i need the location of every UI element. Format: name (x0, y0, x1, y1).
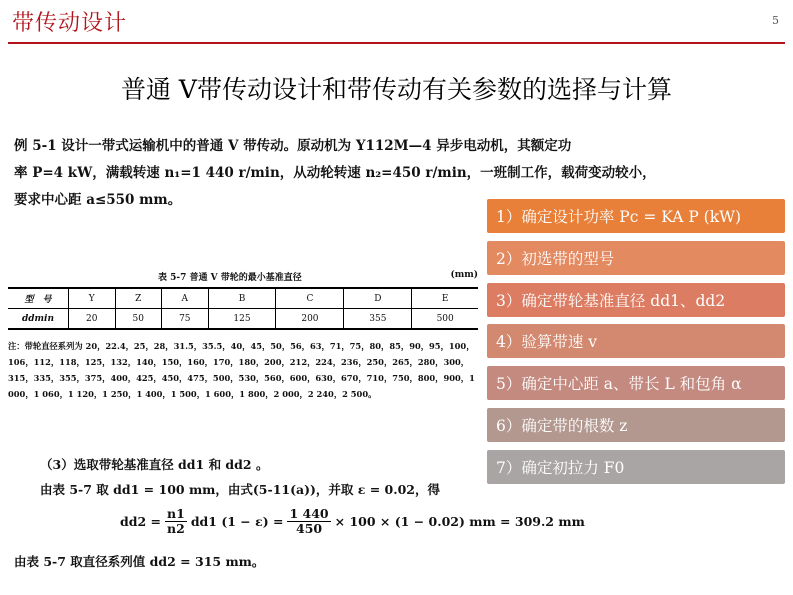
table-cell: 355 (344, 309, 412, 330)
table-cell: 50 (115, 309, 162, 330)
design-step-2: 2）初选带的型号 (487, 241, 785, 275)
header-title: 带传动设计 (12, 11, 128, 36)
table-title: 表 5-7 普通 V 带轮的最小基准直径 (158, 273, 302, 283)
design-step-5: 5）确定中心距 a、带长 L 和包角 α (487, 366, 785, 400)
design-step-7: 7）确定初拉力 F0 (487, 450, 785, 484)
table-unit: (mm) (450, 270, 478, 280)
diameter-formula (120, 507, 585, 536)
table-cell: 500 (412, 309, 478, 330)
fraction-numerator: n1 (167, 506, 185, 521)
table-cell: 125 (208, 309, 276, 330)
table-note: 注：带轮直径系列为 20，22.4，25，28，31.5，35.5，40，45，50，56，63，71，75，80，85，90，95，100，106，112，118，125，132，140，150，160，170，180，200，212，224，236，250，265，280，300，315，335，355，375，400，425，450，475，500，530，560，600，630，670，710，750，800，900，1 000，1 060，1 120，1 250，1 400，1 500，1 600，1 800，2 000，2 240，2 500。 (8, 341, 475, 399)
table-row (8, 288, 478, 309)
design-step-4: 4）验算带速 v (487, 324, 785, 358)
step3-line: 由表 5-7 取 dd1 = 100 mm，由式(5-11(a))，并取 ε = 0.02，得 (40, 482, 441, 497)
main-title: 普通 V带传动设计和带传动有关参数的选择与计算 (120, 75, 672, 104)
table-cell: C (276, 288, 344, 309)
formula-rhs: × 100 × (1 − 0.02) mm = 309.2 mm (334, 514, 585, 529)
design-steps-list (487, 199, 785, 492)
table-cell: E (412, 288, 478, 309)
table-header-cell: 型 号 (8, 288, 69, 309)
design-step-1: 1）确定设计功率 Pc = KA P (kW) (487, 199, 785, 233)
header-divider (8, 42, 785, 44)
table-cell: 75 (162, 309, 209, 330)
numeric-fraction (287, 507, 330, 536)
min-diameter-table (8, 287, 478, 330)
step3-title: （3）选取带轮基准直径 dd1 和 dd2 。 (40, 457, 269, 472)
final-result: 由表 5-7 取直径系列值 dd2 = 315 mm。 (14, 554, 265, 569)
page-number: 5 (772, 14, 779, 27)
table-row (8, 309, 478, 330)
table-cell: Z (115, 288, 162, 309)
speed-ratio-fraction (165, 507, 187, 536)
table-cell: 200 (276, 309, 344, 330)
example-line-2: 率 P=4 kW，满载转速 n₁=1 440 r/min，从动轮转速 n₂=450 r/min，一班制工作，载荷变动较小， (14, 165, 656, 181)
fraction-denominator: n2 (167, 521, 185, 536)
example-line-3: 要求中心距 a≤550 mm。 (14, 192, 182, 208)
table-header-cell: ddmin (8, 309, 69, 330)
table-cell: A (162, 288, 209, 309)
formula-lhs: dd2 = (120, 514, 162, 529)
design-step-6: 6）确定带的根数 z (487, 408, 785, 442)
table-cell: B (208, 288, 276, 309)
table-cell: 20 (69, 309, 116, 330)
example-line-1: 例 5-1 设计一带式运输机中的普通 V 带传动。原动机为 Y112M—4 异步电动机，其额定功 (14, 138, 572, 154)
formula-mid: dd1 (1 − ε) = (190, 514, 284, 529)
design-step-3: 3）确定带轮基准直径 dd1、dd2 (487, 283, 785, 317)
table-cell: D (344, 288, 412, 309)
table-cell: Y (69, 288, 116, 309)
fraction-numerator: 1 440 (289, 506, 329, 521)
fraction-denominator: 450 (296, 521, 323, 536)
